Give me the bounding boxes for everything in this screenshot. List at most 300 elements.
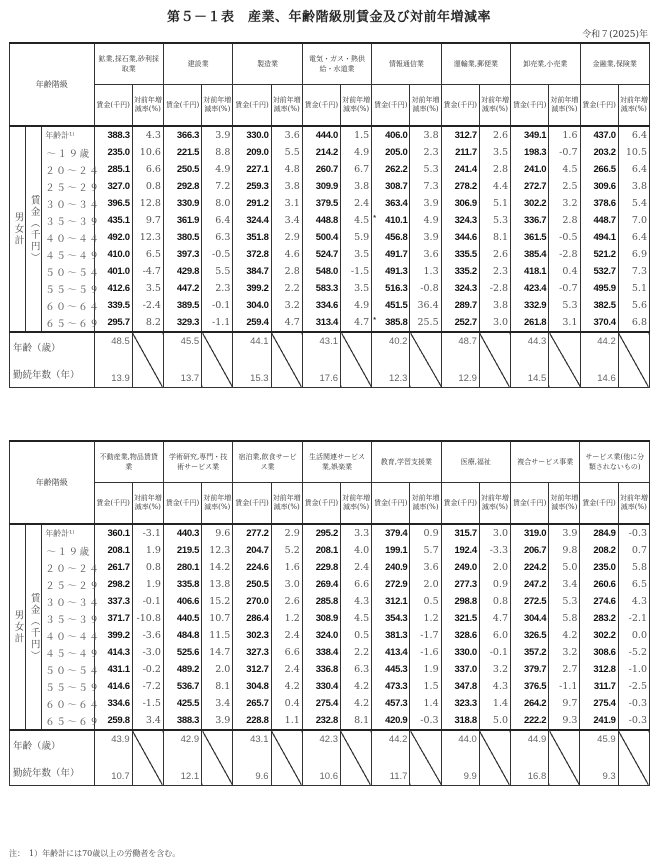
- wage-cell: 366.3: [163, 126, 201, 144]
- rate-cell: 2.3: [410, 144, 441, 161]
- rate-cell: 3.5: [341, 246, 372, 263]
- rate-cell: 2.4: [271, 627, 302, 644]
- wage-cell: 209.0: [233, 144, 271, 161]
- rate-cell: -3.6: [132, 627, 163, 644]
- rate-cell: 2.4: [341, 195, 372, 212]
- tenure-value: 10.7: [94, 758, 132, 786]
- rate-cell: 12.8: [132, 195, 163, 212]
- wage-cell: 399.2: [233, 280, 271, 297]
- wage-cell: 278.2: [441, 178, 479, 195]
- wage-cell: 205.0: [372, 144, 410, 161]
- wage-cell: 382.5: [580, 297, 618, 314]
- rate-cell: -0.1: [132, 593, 163, 610]
- wage-col-header: 賃金(千円): [302, 483, 340, 525]
- rate-col-header: 対前年増減率(%): [132, 85, 163, 127]
- wage-cell: 327.3: [233, 644, 271, 661]
- wage-cell: 275.4: [302, 695, 340, 712]
- rate-col-header: 対前年増減率(%): [341, 85, 372, 127]
- wage-cell: 473.3: [372, 678, 410, 695]
- age-group-label: ３５～３９: [42, 212, 94, 229]
- rate-cell: 8.2: [132, 314, 163, 332]
- rate-cell: 4.5: [340, 610, 371, 627]
- wage-cell: 420.9: [372, 712, 410, 730]
- avg-age-value: 48.7: [441, 332, 479, 360]
- wage-cell: 275.4: [580, 695, 618, 712]
- wage-col-header: 賃金(千円): [580, 483, 618, 525]
- rate-cell: 5.1: [479, 195, 510, 212]
- industry-header: 宿泊業,飲食サービス業: [233, 441, 302, 483]
- wage-cell: 250.5: [163, 161, 201, 178]
- tenure-value: 12.9: [441, 360, 479, 388]
- age-group-label: ４５～４９: [42, 246, 94, 263]
- wage-cell: 448.7: [580, 212, 618, 229]
- rate-cell: 3.8: [271, 178, 302, 195]
- empty-slash-cell: [549, 332, 580, 388]
- industry-header: 不動産業,物品賃貸業: [94, 441, 163, 483]
- age-group-label: ３０～３４: [42, 593, 94, 610]
- wage-cell: 240.9: [372, 559, 410, 576]
- age-group-label: ３０～３４: [42, 195, 94, 212]
- rate-cell: 6.6: [340, 576, 371, 593]
- rate-col-header: 対前年増減率(%): [202, 85, 233, 127]
- rate-cell: 0.0: [618, 627, 649, 644]
- rate-cell: 3.1: [549, 314, 580, 332]
- rate-cell: 0.8: [132, 559, 163, 576]
- rate-cell: 2.3: [479, 263, 510, 280]
- rate-cell: 3.9: [410, 229, 441, 246]
- rate-cell: 0.4: [549, 263, 580, 280]
- wage-cell: 321.5: [441, 610, 479, 627]
- rate-cell: 2.4: [271, 661, 302, 678]
- rate-cell: 8.0: [202, 195, 233, 212]
- wage-cell: 397.3: [163, 246, 201, 263]
- rate-cell: 5.1: [618, 280, 649, 297]
- avg-age-value: 43.9: [94, 730, 132, 758]
- age-group-label: ５５～５９: [42, 678, 94, 695]
- rate-cell: 3.8: [618, 178, 649, 195]
- rate-cell: 3.5: [479, 144, 510, 161]
- rate-col-header: 対前年増減率(%): [479, 85, 510, 127]
- age-group-label: ３５～３９: [42, 610, 94, 627]
- rate-cell: 2.9: [271, 524, 302, 542]
- wage-cell: 208.1: [94, 542, 132, 559]
- rate-cell: 3.5: [132, 280, 163, 297]
- tenure-value: 9.6: [233, 758, 271, 786]
- wage-cell: 332.9: [511, 297, 549, 314]
- rate-cell: -1.7: [410, 627, 441, 644]
- age-group-label: 年齢計¹⁾: [42, 524, 94, 542]
- table-row: [10, 576, 650, 593]
- industry-header: 卸売業,小売業: [511, 43, 580, 85]
- table-row: [10, 593, 650, 610]
- rate-cell: 2.0: [479, 559, 510, 576]
- wage-cell: 198.3: [511, 144, 549, 161]
- empty-slash-cell: [271, 730, 302, 786]
- empty-slash-cell: [479, 730, 510, 786]
- wage-cell: 291.2: [233, 195, 271, 212]
- rate-cell: 6.4: [618, 161, 649, 178]
- wage-cell: 312.1: [372, 593, 410, 610]
- wage-cell: 261.7: [94, 559, 132, 576]
- rate-cell: 7.2: [202, 178, 233, 195]
- rate-cell: 13.8: [202, 576, 233, 593]
- rate-col-header: 対前年増減率(%): [132, 483, 163, 525]
- wage-cell: 337.0: [441, 661, 479, 678]
- revision-mark: *: [373, 215, 376, 222]
- wage-cell: 295.7: [94, 314, 132, 332]
- age-class-header: 年齢階級: [10, 441, 95, 524]
- rate-cell: -2.4: [132, 297, 163, 314]
- rate-cell: 9.7: [132, 212, 163, 229]
- rate-cell: 7.3: [410, 178, 441, 195]
- wage-cell: 337.3: [94, 593, 132, 610]
- table-row: [10, 695, 650, 712]
- empty-slash-cell: [202, 730, 233, 786]
- table-row: [10, 263, 650, 280]
- tenure-value: 12.1: [163, 758, 201, 786]
- rate-cell: 4.9: [410, 212, 441, 229]
- wage-cell: 492.0: [94, 229, 132, 246]
- wage-cell: 269.4: [302, 576, 340, 593]
- rate-cell: 6.7: [341, 161, 372, 178]
- table-row: [10, 229, 650, 246]
- avg-age-value: 44.0: [441, 730, 479, 758]
- wage-cell: 285.1: [94, 161, 132, 178]
- wage-cell: 451.5: [372, 297, 410, 314]
- wage-cell: 298.8: [441, 593, 479, 610]
- rate-col-header: 対前年増減率(%): [549, 483, 580, 525]
- wage-cell: 235.0: [580, 559, 618, 576]
- age-group-label: ２０～２４: [42, 161, 94, 178]
- wage-cell: 274.6: [580, 593, 618, 610]
- rate-cell: 2.2: [271, 280, 302, 297]
- rate-cell: 3.9: [549, 524, 580, 542]
- avg-age-value: 42.3: [302, 730, 340, 758]
- wage-col-header: 賃金(千円): [302, 85, 340, 127]
- table-row: [10, 161, 650, 178]
- rate-cell: 0.9: [479, 576, 510, 593]
- age-group-label: ５５～５９: [42, 280, 94, 297]
- wage-cell: 302.2: [511, 195, 549, 212]
- avg-age-value: 44.3: [511, 332, 549, 360]
- rate-cell: 1.2: [410, 610, 441, 627]
- wage-cell: 447.2: [163, 280, 201, 297]
- wage-cell: 336.7: [511, 212, 549, 229]
- wage-cell: 328.6: [441, 627, 479, 644]
- avg-age-value: 44.2: [372, 730, 410, 758]
- tenure-value: 16.8: [511, 758, 549, 786]
- age-group-label: ～１９歳: [42, 144, 94, 161]
- wage-cell: 227.1: [233, 161, 271, 178]
- rate-cell: 4.2: [340, 695, 371, 712]
- rate-cell: 1.4: [410, 695, 441, 712]
- rate-cell: 3.2: [549, 644, 580, 661]
- wage-col-header: 賃金(千円): [580, 85, 618, 127]
- wage-cell: 412.6: [94, 280, 132, 297]
- industry-header: 教育,学習支援業: [372, 441, 441, 483]
- wage-cell: 302.2: [580, 627, 618, 644]
- rate-cell: 2.6: [479, 246, 510, 263]
- wage-cell: 270.0: [233, 593, 271, 610]
- empty-slash-cell: [132, 332, 163, 388]
- rate-cell: 4.3: [340, 593, 371, 610]
- wage-cell: 524.7: [302, 246, 340, 263]
- wage-cell: 349.1: [511, 126, 549, 144]
- industry-header: 電気・ガス・熱供給・水道業: [302, 43, 371, 85]
- rate-col-header: 対前年増減率(%): [410, 483, 441, 525]
- rate-cell: 1.6: [549, 126, 580, 144]
- empty-slash-cell: [202, 332, 233, 388]
- table-row: [10, 644, 650, 661]
- wage-cell: 304.0: [233, 297, 271, 314]
- table-row: [10, 195, 650, 212]
- table-row: [10, 126, 650, 144]
- wage-cell: 211.7: [441, 144, 479, 161]
- avg-age-value: 48.5: [94, 332, 132, 360]
- rate-cell: 2.8: [549, 212, 580, 229]
- rate-cell: 1.5: [341, 126, 372, 144]
- wage-col-header: 賃金(千円): [441, 85, 479, 127]
- wage-cell: 289.7: [441, 297, 479, 314]
- rate-cell: 5.5: [202, 263, 233, 280]
- avg-age-value: 45.9: [580, 730, 618, 758]
- rate-cell: 5.2: [271, 542, 302, 559]
- wage-col-header: 賃金(千円): [163, 85, 201, 127]
- avg-age-value: 42.9: [163, 730, 201, 758]
- age-class-header: 年齢階級: [10, 43, 95, 126]
- wage-cell: 330.9: [163, 195, 201, 212]
- wage-cell: 247.2: [511, 576, 549, 593]
- rate-cell: 3.2: [271, 297, 302, 314]
- wage-cell: 259.4: [233, 314, 271, 332]
- wage-cell: 315.7: [441, 524, 479, 542]
- wage-cell: 456.8: [372, 229, 410, 246]
- rate-cell: 9.7: [549, 695, 580, 712]
- avg-age-value: 45.5: [163, 332, 201, 360]
- rate-col-header: 対前年増減率(%): [479, 483, 510, 525]
- rate-cell: 1.1: [271, 712, 302, 730]
- wage-cell: 311.7: [580, 678, 618, 695]
- wage-col-header: 賃金(千円): [441, 483, 479, 525]
- rate-cell: 6.6: [132, 161, 163, 178]
- wage-cell: 309.6: [580, 178, 618, 195]
- wage-cell: 491.3: [372, 263, 410, 280]
- table-row: [10, 678, 650, 695]
- rate-col-header: 対前年増減率(%): [618, 85, 649, 127]
- industry-header: 製造業: [233, 43, 302, 85]
- tenure-value: 9.9: [441, 758, 479, 786]
- rate-cell: 5.9: [341, 229, 372, 246]
- rate-cell: 4.4: [479, 178, 510, 195]
- tenure-value: 13.9: [94, 360, 132, 388]
- rate-cell: 4.8: [271, 161, 302, 178]
- wage-cell: 357.2: [511, 644, 549, 661]
- industry-header: 情報通信業: [372, 43, 441, 85]
- wage-cell: 444.0: [302, 126, 340, 144]
- wage-cell: 418.1: [511, 263, 549, 280]
- rate-cell: 6.5: [132, 246, 163, 263]
- wage-cell: 304.8: [233, 678, 271, 695]
- wage-cell: 429.8: [163, 263, 201, 280]
- wage-cell: 260.7: [302, 161, 340, 178]
- rate-col-header: 対前年増減率(%): [202, 483, 233, 525]
- rate-cell: 2.9: [271, 229, 302, 246]
- table-row: [10, 314, 650, 332]
- wage-cell: 423.4: [511, 280, 549, 297]
- rate-cell: 2.5: [549, 178, 580, 195]
- rate-cell: 4.7: [479, 610, 510, 627]
- empty-slash-cell: [341, 332, 372, 388]
- empty-slash-cell: [132, 730, 163, 786]
- rate-cell: -4.7: [132, 263, 163, 280]
- wage-cell: 440.5: [163, 610, 201, 627]
- wage-cell: 494.1: [580, 229, 618, 246]
- rate-cell: 14.7: [202, 644, 233, 661]
- wage-cell: 334.6: [302, 297, 340, 314]
- rate-cell: 4.9: [341, 297, 372, 314]
- table-row: [10, 524, 650, 542]
- rate-cell: 1.9: [410, 661, 441, 678]
- rate-cell: 7.0: [618, 212, 649, 229]
- wage-cell: 232.8: [302, 712, 340, 730]
- rate-cell: -0.2: [132, 661, 163, 678]
- age-group-label: ６５～６９: [42, 712, 94, 730]
- wage-cell: 312.8: [580, 661, 618, 678]
- wage-cell: 516.3: [372, 280, 410, 297]
- rate-cell: 7.3: [618, 263, 649, 280]
- tenure-value: 13.7: [163, 360, 201, 388]
- wage-cell: 389.5: [163, 297, 201, 314]
- rate-cell: 4.7: [271, 314, 302, 332]
- rate-cell: 5.4: [618, 195, 649, 212]
- rate-cell: 4.3: [132, 126, 163, 144]
- table-row: [10, 661, 650, 678]
- age-group-label: ６０～６４: [42, 695, 94, 712]
- rate-cell: -0.3: [618, 695, 649, 712]
- rate-cell: -3.0: [132, 644, 163, 661]
- rate-cell: 8.1: [340, 712, 371, 730]
- table-row: [10, 559, 650, 576]
- wage-cell: 265.7: [233, 695, 271, 712]
- industry-header: サービス業(他に分類されないもの): [580, 441, 650, 483]
- wage-col-header: 賃金(千円): [511, 483, 549, 525]
- industry-header: 建設業: [163, 43, 232, 85]
- rate-cell: -3.1: [132, 524, 163, 542]
- industry-header: 学術研究,専門・技術サービス業: [163, 441, 232, 483]
- wage-cell: 250.5: [233, 576, 271, 593]
- avg-age-value: 44.1: [233, 332, 271, 360]
- empty-slash-cell: [479, 332, 510, 388]
- rate-cell: 4.6: [271, 246, 302, 263]
- avg-age-value: 43.1: [233, 730, 271, 758]
- industry-header: 運輸業,郵便業: [441, 43, 510, 85]
- wage-cell: 329.3: [163, 314, 201, 332]
- rate-cell: -1.1: [202, 314, 233, 332]
- rate-cell: 4.2: [549, 627, 580, 644]
- rate-cell: 3.8: [479, 297, 510, 314]
- table-row: [10, 144, 650, 161]
- rate-cell: 2.2: [340, 644, 371, 661]
- table-row: [10, 627, 650, 644]
- wage-cell: 272.5: [511, 593, 549, 610]
- sex-label: 男女計: [10, 524, 26, 730]
- rate-col-header: 対前年増減率(%): [340, 483, 371, 525]
- wage-cell: 192.4: [441, 542, 479, 559]
- tenure-value: 10.6: [302, 758, 340, 786]
- wage-cell: 304.4: [511, 610, 549, 627]
- rate-cell: 6.3: [340, 661, 371, 678]
- rate-cell: 4.2: [271, 678, 302, 695]
- wage-cell: 410.0: [94, 246, 132, 263]
- rate-cell: 5.8: [618, 559, 649, 576]
- age-group-label: ２５～２９: [42, 576, 94, 593]
- wage-cell: 261.8: [511, 314, 549, 332]
- table-row: [10, 246, 650, 263]
- wage-cell: 298.2: [94, 576, 132, 593]
- tenure-value: 9.3: [580, 758, 618, 786]
- age-group-label: ５０～５４: [42, 661, 94, 678]
- wage-cell: 431.1: [94, 661, 132, 678]
- wage-cell: 372.8: [233, 246, 271, 263]
- rate-cell: 1.3: [410, 263, 441, 280]
- empty-slash-cell: [549, 730, 580, 786]
- rate-col-header: 対前年増減率(%): [271, 85, 302, 127]
- rate-cell: 3.4: [271, 212, 302, 229]
- empty-slash-cell: [340, 730, 371, 786]
- rate-cell: -0.3: [618, 712, 649, 730]
- revision-mark: *: [373, 317, 376, 324]
- rate-cell: 0.8: [132, 178, 163, 195]
- rate-cell: 3.9: [202, 126, 233, 144]
- wage-cell: 484.8: [163, 627, 201, 644]
- wage-cell: 489.2: [163, 661, 201, 678]
- rate-cell: 6.9: [618, 246, 649, 263]
- sex-label: 男女計: [10, 126, 26, 332]
- wage-cell: 536.7: [163, 678, 201, 695]
- rate-cell: 3.5: [341, 280, 372, 297]
- wage-cell: 206.7: [511, 542, 549, 559]
- wage-cell: 338.4: [302, 644, 340, 661]
- wage-cell: 308.9: [302, 610, 340, 627]
- wage-cell: 292.8: [163, 178, 201, 195]
- wage-cell: 280.1: [163, 559, 201, 576]
- rate-cell: 1.4: [479, 695, 510, 712]
- rate-cell: -1.1: [549, 678, 580, 695]
- rate-cell: 12.3: [202, 542, 233, 559]
- rate-cell: -1.6: [410, 644, 441, 661]
- wage-cell: 302.3: [233, 627, 271, 644]
- rate-cell: 36.4: [410, 297, 441, 314]
- tenure-value: 14.5: [511, 360, 549, 388]
- avg-age-value: 43.1: [302, 332, 340, 360]
- rate-cell: 10.7: [202, 610, 233, 627]
- industry-header: 医療,福祉: [441, 441, 510, 483]
- industry-header: 金融業,保険業: [580, 43, 650, 85]
- wage-cell: 583.3: [302, 280, 340, 297]
- wage-cell: 376.5: [511, 678, 549, 695]
- wage-cell: 445.3: [372, 661, 410, 678]
- avg-age-label: 年齢（歳）: [10, 332, 95, 360]
- wage-cell: 381.3: [372, 627, 410, 644]
- wage-cell: 235.0: [94, 144, 132, 161]
- rate-cell: 10.6: [132, 144, 163, 161]
- avg-age-value: 40.2: [372, 332, 410, 360]
- wage-cell: 324.3: [441, 280, 479, 297]
- wage-col-header: 賃金(千円): [233, 483, 271, 525]
- wage-col-header: 賃金(千円): [372, 85, 410, 127]
- rate-cell: 3.0: [479, 314, 510, 332]
- rate-cell: 4.3: [618, 593, 649, 610]
